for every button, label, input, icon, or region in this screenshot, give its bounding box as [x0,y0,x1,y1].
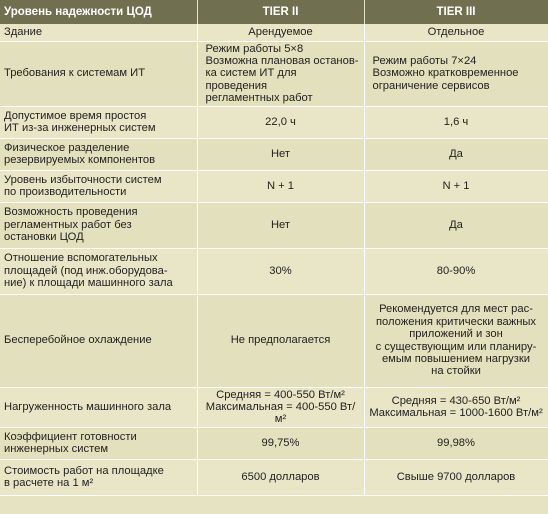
tier2-value: 30% [197,248,364,294]
tier3-value: Да [364,138,548,170]
tier3-value: 1,6 ч [364,106,548,138]
tier3-value: Средняя = 430-650 Вт/м² Максимальная = 1000-1600 Вт/м² [364,387,548,427]
table-row [0,24,548,41]
table-row [0,427,548,459]
row-label: Здание [0,24,197,41]
table-header-row [0,0,548,24]
tier2-value: Средняя = 400-550 Вт/м² Максимальная = 400-550 Вт/м² [197,387,364,427]
tier3-value: Режим работы 7×24 Возможно кратковременное ограничение сервисов [364,41,548,106]
table-row [0,202,548,248]
table-row [0,294,548,387]
row-label: Нагруженность машинного зала [0,387,197,427]
row-label: Физическое разделение резервируемых компонентов [0,138,197,170]
tier3-value: Рекомендуется для мест рас- положения критически важных приложений и зон с существующим или планиру- емым повышением нагрузки на стойки [364,294,548,387]
table-row [0,248,548,294]
table-row [0,138,548,170]
tier3-value: 80-90% [364,248,548,294]
table-row [0,459,548,495]
tier2-value: Нет [197,202,364,248]
row-label: Уровень избыточности систем по производительности [0,170,197,202]
tier3-value: Отдельное [364,24,548,41]
row-label: Требования к системам ИТ [0,41,197,106]
tier2-value: Не предполагается [197,294,364,387]
table-row [0,106,548,138]
tier2-value: 6500 долларов [197,459,364,495]
tier2-value: Арендуемое [197,24,364,41]
row-label: Возможность проведения регламентных работ без остановки ЦОД [0,202,197,248]
header-tier-2: TIER II [197,0,364,24]
tier3-value: Свыше 9700 долларов [364,459,548,495]
header-tier-3: TIER III [364,0,548,24]
table-row [0,41,548,106]
tier3-value: 99,98% [364,427,548,459]
row-label: Бесперебойное охлаждение [0,294,197,387]
tier2-value: Нет [197,138,364,170]
header-reliability-level: Уровень надежности ЦОД [0,0,197,24]
row-label: Допустимое время простоя ИТ из-за инженерных систем [0,106,197,138]
tier3-value: N + 1 [364,170,548,202]
row-label: Коэффициент готовности инженерных систем [0,427,197,459]
table-row [0,170,548,202]
row-label: Отношение вспомогательных площадей (под инж.оборудова- ние) к площади машинного зала [0,248,197,294]
row-label: Стоимость работ на площадке в расчете на 1 м² [0,459,197,495]
tier2-value: N + 1 [197,170,364,202]
table-row [0,387,548,427]
tier2-value: Режим работы 5×8 Возможна плановая останов- ка систем ИТ для проведения регламентных работ [197,41,364,106]
tier2-value: 22,0 ч [197,106,364,138]
tier2-value: 99,75% [197,427,364,459]
tier3-value: Да [364,202,548,248]
